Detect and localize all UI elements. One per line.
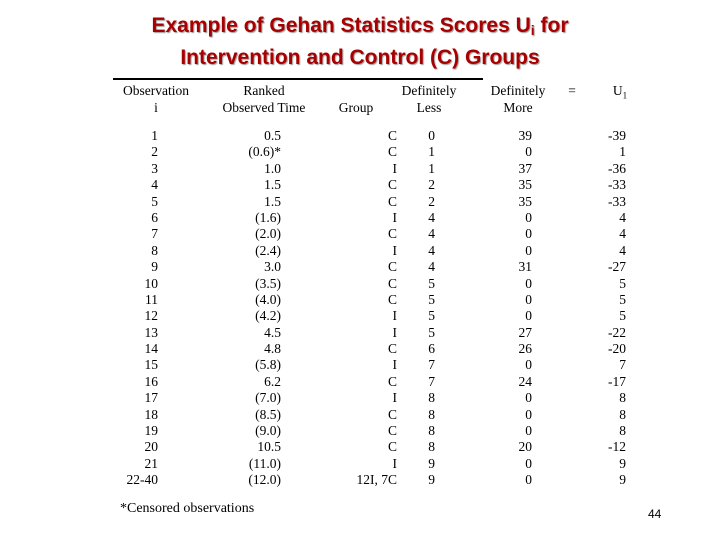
cell-group: C xyxy=(387,193,397,209)
cell-observation: 6 xyxy=(151,209,158,225)
table-top-rule xyxy=(113,78,483,80)
cell-group: I xyxy=(392,455,397,471)
cell-less: 8 xyxy=(428,406,435,422)
cell-u: 8 xyxy=(619,390,626,406)
cell-less: 5 xyxy=(428,324,435,340)
cell-observation: 13 xyxy=(144,324,158,340)
cell-observation: 7 xyxy=(151,226,158,242)
cell-time: 10.5 xyxy=(257,439,281,455)
cell-less: 2 xyxy=(428,193,435,209)
cell-less: 8 xyxy=(428,390,435,406)
cell-time: (4.0) xyxy=(255,291,281,307)
cell-more: 0 xyxy=(525,423,532,439)
cell-u: 4 xyxy=(619,226,626,242)
cell-more: 0 xyxy=(525,291,532,307)
cell-u: -22 xyxy=(608,324,626,340)
cell-more: 24 xyxy=(518,373,532,389)
cell-u: 5 xyxy=(619,291,626,307)
cell-more: 39 xyxy=(518,128,532,143)
cell-time: 3.0 xyxy=(264,259,281,275)
cell-more: 0 xyxy=(525,144,532,160)
cell-more: 31 xyxy=(518,259,532,275)
cell-less: 9 xyxy=(428,472,435,488)
cell-more: 35 xyxy=(518,193,532,209)
cell-observation: 14 xyxy=(144,341,158,357)
cell-more: 0 xyxy=(525,357,532,373)
cell-less: 5 xyxy=(428,275,435,291)
cell-less: 9 xyxy=(428,455,435,471)
header-definitely-less xyxy=(394,82,464,116)
cell-group: I xyxy=(392,242,397,258)
cell-group: C xyxy=(387,259,397,275)
cell-more: 0 xyxy=(525,242,532,258)
cell-more: 0 xyxy=(525,226,532,242)
header-more-line1: Definitely xyxy=(490,83,546,98)
cell-more: 0 xyxy=(525,390,532,406)
cell-less: 1 xyxy=(428,160,435,176)
cell-time: (4.2) xyxy=(255,308,281,324)
cell-more: 0 xyxy=(525,275,532,291)
cell-less: 4 xyxy=(428,226,435,242)
header-ranked-time xyxy=(210,82,318,116)
cell-u: 8 xyxy=(619,423,626,439)
header-definitely-more xyxy=(481,82,555,116)
title-text: Example of Gehan Statistics Scores U xyxy=(151,14,531,37)
cell-time: (0.6)* xyxy=(248,144,281,160)
header-observation xyxy=(113,82,199,116)
cell-more: 0 xyxy=(525,406,532,422)
cell-group: C xyxy=(387,291,397,307)
cell-u: 9 xyxy=(619,455,626,471)
cell-u: -36 xyxy=(608,160,626,176)
cell-less: 5 xyxy=(428,308,435,324)
cell-less: 4 xyxy=(428,259,435,275)
cell-less: 8 xyxy=(428,439,435,455)
title-text-suffix: for xyxy=(534,14,569,37)
page-number: 44 xyxy=(648,507,662,521)
cell-less: 2 xyxy=(428,177,435,193)
cell-time: 4.5 xyxy=(264,324,281,340)
cell-time: (7.0) xyxy=(255,390,281,406)
cell-more: 27 xyxy=(518,324,532,340)
cell-time: (8.5) xyxy=(255,406,281,422)
cell-time: 1.5 xyxy=(264,177,281,193)
header-observation-line1: Observation xyxy=(123,83,189,98)
cell-group: I xyxy=(392,390,397,406)
cell-group: C xyxy=(387,226,397,242)
cell-group: C xyxy=(387,341,397,357)
header-u-subscript: 1 xyxy=(622,90,628,101)
column-definitely-less xyxy=(428,128,435,489)
cell-u: 1 xyxy=(619,144,626,160)
cell-time: (11.0) xyxy=(248,455,281,471)
header-less-line1: Definitely xyxy=(401,83,457,98)
header-ranked-line1: Ranked xyxy=(243,83,285,98)
cell-observation: 5 xyxy=(151,193,158,209)
cell-observation: 4 xyxy=(151,177,158,193)
cell-observation: 2 xyxy=(151,144,158,160)
cell-less: 0 xyxy=(428,128,435,143)
column-u1 xyxy=(608,128,626,489)
header-less-line2: Less xyxy=(416,100,442,115)
cell-u: -33 xyxy=(608,193,626,209)
cell-group: I xyxy=(392,324,397,340)
cell-u: -39 xyxy=(608,128,626,143)
title-line-2: Intervention and Control (C) Groups xyxy=(180,46,540,69)
cell-group: C xyxy=(387,423,397,439)
cell-group: C xyxy=(387,373,397,389)
footnote: *Censored observations xyxy=(120,501,255,516)
cell-time: 0.5 xyxy=(264,128,281,143)
cell-u: -27 xyxy=(608,259,626,275)
cell-time: (12.0) xyxy=(248,472,281,488)
cell-group: C xyxy=(387,439,397,455)
header-equals: = xyxy=(568,83,576,98)
cell-observation: 20 xyxy=(144,439,158,455)
cell-observation: 16 xyxy=(144,373,158,389)
cell-u: -17 xyxy=(608,373,626,389)
column-observation xyxy=(127,128,159,489)
cell-more: 37 xyxy=(518,160,532,176)
cell-less: 7 xyxy=(428,357,435,373)
cell-group: C xyxy=(387,144,397,160)
cell-u: 8 xyxy=(619,406,626,422)
cell-group: I xyxy=(392,308,397,324)
cell-time: 1.5 xyxy=(264,193,281,209)
cell-less: 8 xyxy=(428,423,435,439)
cell-time: (1.6) xyxy=(255,209,281,225)
cell-time: (5.8) xyxy=(255,357,281,373)
cell-u: -33 xyxy=(608,177,626,193)
cell-group: I xyxy=(392,357,397,373)
cell-observation: 19 xyxy=(144,423,158,439)
cell-more: 0 xyxy=(525,209,532,225)
cell-more: 0 xyxy=(525,455,532,471)
cell-less: 4 xyxy=(428,209,435,225)
cell-observation: 18 xyxy=(144,406,158,422)
cell-u: 4 xyxy=(619,209,626,225)
slide-title xyxy=(0,12,720,71)
cell-less: 7 xyxy=(428,373,435,389)
cell-observation: 17 xyxy=(144,390,158,406)
cell-observation: 22-40 xyxy=(126,472,158,488)
cell-observation: 1 xyxy=(151,128,158,143)
cell-time: (3.5) xyxy=(255,275,281,291)
cell-observation: 10 xyxy=(144,275,158,291)
cell-more: 35 xyxy=(518,177,532,193)
cell-time: (2.4) xyxy=(255,242,281,258)
cell-observation: 9 xyxy=(151,259,158,275)
cell-observation: 15 xyxy=(144,357,158,373)
cell-time: (9.0) xyxy=(255,423,281,439)
cell-observation: 21 xyxy=(144,455,158,471)
cell-less: 6 xyxy=(428,341,435,357)
cell-observation: 8 xyxy=(151,242,158,258)
cell-more: 0 xyxy=(525,308,532,324)
cell-time: (2.0) xyxy=(255,226,281,242)
cell-observation: 12 xyxy=(144,308,158,324)
title-line-1 xyxy=(0,12,720,44)
cell-more: 0 xyxy=(525,472,532,488)
cell-time: 4.8 xyxy=(264,341,281,357)
cell-observation: 11 xyxy=(145,291,158,307)
header-observation-line2: i xyxy=(154,100,158,115)
cell-less: 1 xyxy=(428,144,435,160)
cell-u: 4 xyxy=(619,242,626,258)
cell-u: 9 xyxy=(619,472,626,488)
column-definitely-more xyxy=(519,128,533,489)
cell-u: 5 xyxy=(619,308,626,324)
column-observed-time xyxy=(248,128,281,489)
header-more-line2: More xyxy=(503,100,533,115)
cell-u: -20 xyxy=(608,341,626,357)
header-u1 xyxy=(604,82,636,105)
cell-group: I xyxy=(392,209,397,225)
header-u-letter: U xyxy=(612,83,623,98)
cell-group: C xyxy=(387,177,397,193)
cell-less: 4 xyxy=(428,242,435,258)
cell-observation: 3 xyxy=(151,160,158,176)
title-subscript: i xyxy=(530,22,535,38)
cell-more: 20 xyxy=(518,439,532,455)
header-group: Group xyxy=(338,100,374,115)
header-ranked-line2: Observed Time xyxy=(222,100,306,115)
cell-more: 26 xyxy=(518,341,532,357)
cell-u: 7 xyxy=(619,357,626,373)
cell-group: C xyxy=(387,275,397,291)
cell-time: 6.2 xyxy=(264,373,281,389)
cell-u: -12 xyxy=(608,439,626,455)
cell-group: C xyxy=(387,406,397,422)
column-group xyxy=(357,128,398,489)
cell-time: 1.0 xyxy=(264,160,281,176)
cell-group: C xyxy=(387,128,397,143)
cell-group: 12I, 7C xyxy=(356,472,397,488)
cell-less: 5 xyxy=(428,291,435,307)
cell-group: I xyxy=(392,160,397,176)
cell-u: 5 xyxy=(619,275,626,291)
